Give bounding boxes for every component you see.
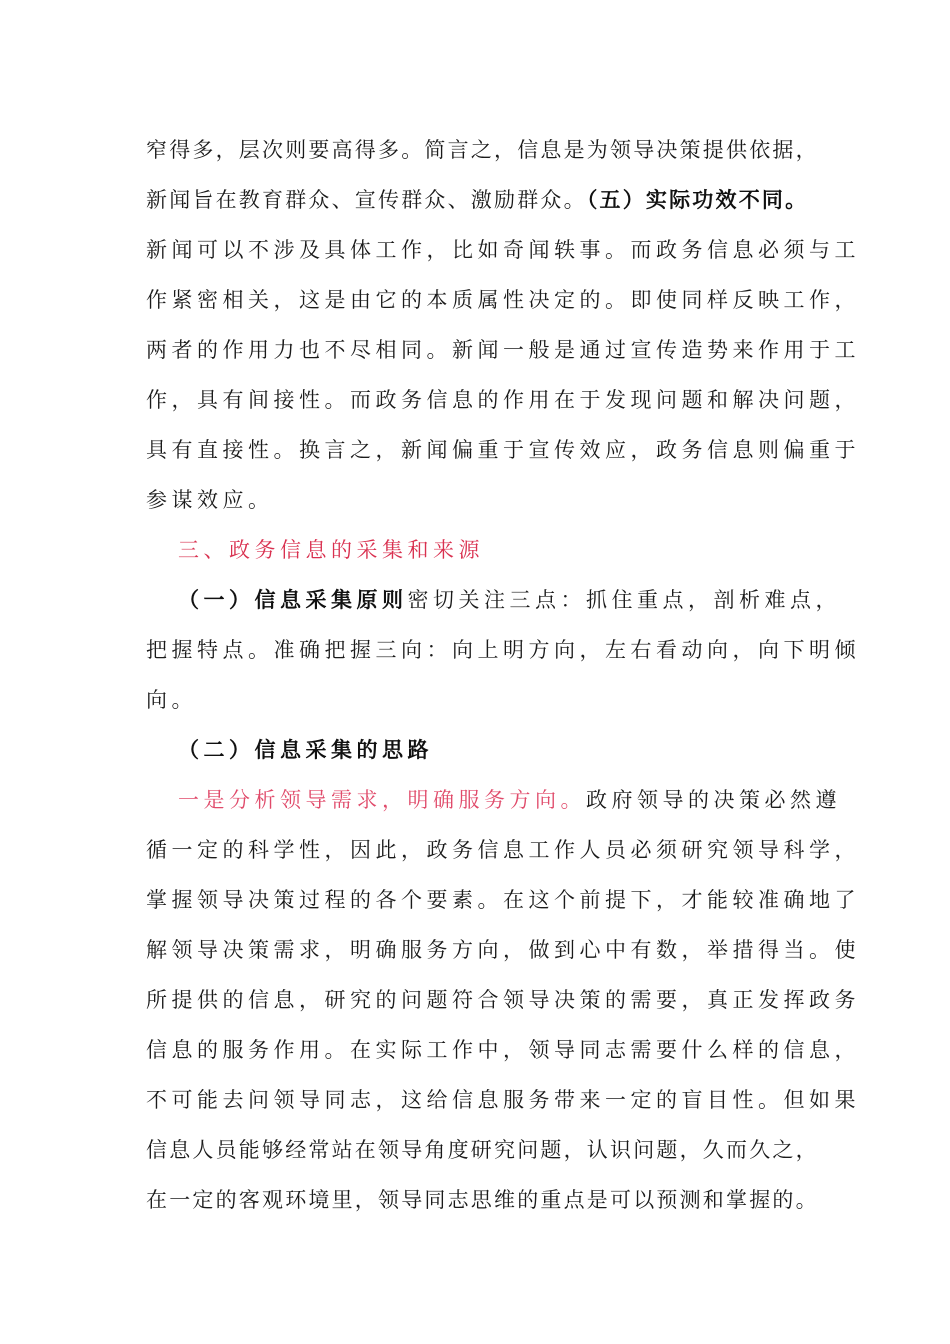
- text-line: 参谋效应。: [146, 488, 274, 512]
- text-line: [178, 785, 841, 815]
- text-line: 把握特点。准确把握三向：向上明方向，左右看动向，向下明倾: [146, 638, 860, 662]
- text-segment: 政府领导的决策必然遵: [586, 788, 841, 812]
- text-line: 信息的服务作用。在实际工作中，领导同志需要什么样的信息，: [146, 1038, 860, 1062]
- section-heading: 三、政务信息的采集和来源: [178, 538, 484, 562]
- text-line: 不可能去问领导同志，这给信息服务带来一定的盲目性。但如果: [146, 1088, 860, 1112]
- text-line: 所提供的信息，研究的问题符合领导决策的需要，真正发挥政务: [146, 988, 860, 1012]
- text-line: 在一定的客观环境里，领导同志思维的重点是可以预测和掌握的。: [146, 1188, 819, 1212]
- text-segment: 新闻旨在教育群众、宣传群众、激励群众。: [146, 188, 587, 212]
- text-line: [178, 585, 841, 615]
- subheading-inline: （五）实际功效不同。: [586, 188, 809, 212]
- text-line: 作，具有间接性。而政务信息的作用在于发现问题和解决问题，: [146, 388, 860, 412]
- text-line: 掌握领导决策过程的各个要素。在这个前提下，才能较准确地了: [146, 888, 860, 912]
- text-line: [146, 185, 808, 215]
- subheading: （二）信息采集的思路: [178, 738, 433, 762]
- text-line: 具有直接性。换言之，新闻偏重于宣传效应，政务信息则偏重于: [146, 438, 860, 462]
- text-line: 窄得多，层次则要高得多。简言之，信息是为领导决策提供依据，: [146, 138, 819, 162]
- text-segment: 密切关注三点：抓住重点，剖析难点，: [407, 588, 841, 612]
- text-line: 解领导决策需求，明确服务方向，做到心中有数，举措得当。使: [146, 938, 860, 962]
- text-line: 信息人员能够经常站在领导角度研究问题，认识问题，久而久之，: [146, 1138, 819, 1162]
- text-line: 循一定的科学性，因此，政务信息工作人员必须研究领导科学，: [146, 838, 860, 862]
- text-line: 向。: [146, 688, 197, 712]
- highlight-text: 一是分析领导需求，明确服务方向。: [178, 788, 586, 812]
- subheading-inline: （一）信息采集原则: [178, 588, 408, 612]
- text-line: 两者的作用力也不尽相同。新闻一般是通过宣传造势来作用于工: [146, 338, 860, 362]
- text-line: 作紧密相关，这是由它的本质属性决定的。即使同样反映工作，: [146, 288, 860, 312]
- text-line: 新闻可以不涉及具体工作，比如奇闻轶事。而政务信息必须与工: [146, 238, 860, 262]
